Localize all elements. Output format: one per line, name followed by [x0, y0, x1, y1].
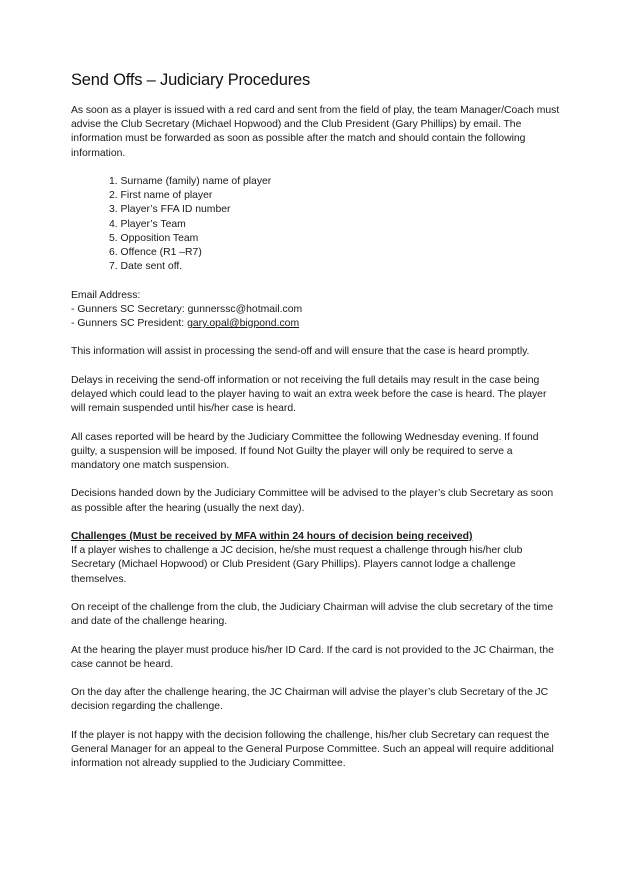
challenge-paragraph: If the player is not happy with the decision following the challenge, his/her club Secretary can request the General Manager for an appeal to the General Purpose Committee. Such an appeal will require additional information not already supplied to the Judiciary Committee.	[71, 729, 554, 770]
delays-paragraph: Delays in receiving the send-off information or not receiving the full details may result in the case being delayed which could lead to the player having to wait an extra week before the case is heard. The player will remain suspended until his/her case is heard.	[71, 374, 547, 415]
secretary-email-line	[71, 303, 561, 317]
list-item: 6. Offence (R1 –R7)	[109, 247, 202, 259]
intro-paragraph: As soon as a player is issued with a red card and sent from the field of play, the team Manager/Coach must advise the Club Secretary (Michael Hopwood) and the Club President (Gary Phillips) by email. The information must be forwarded as soon as possible after the match and should contain the following information.	[71, 105, 560, 159]
cases-paragraph: All cases reported will be heard by the Judiciary Committee the following Wednesday evening. If found guilty, a suspension will be imposed. If found Not Guilty the player will only be required to serve a mandatory one match suspension.	[71, 431, 539, 471]
secretary-prefix: - Gunners SC Secretary:	[71, 303, 188, 315]
challenges-heading: Challenges (Must be received by MFA within 24 hours of decision being received)	[71, 530, 473, 542]
president-email-link[interactable]: gary.opal@bigpond.com	[187, 318, 300, 330]
list-item: 7. Date sent off.	[109, 261, 183, 273]
list-item: 2. First name of player	[109, 190, 213, 202]
list-item: 4. Player’s Team	[109, 218, 186, 230]
challenge-paragraph: If a player wishes to challenge a JC decision, he/she must request a challenge through his/her club Secretary (Michael Hopwood) or Club President (Gary Phillips). Players cannot lodge a challenge themselves.	[71, 545, 523, 585]
document-page	[71, 70, 561, 786]
president-email-line	[71, 317, 561, 331]
list-item: 3. Player’s FFA ID number	[109, 204, 231, 216]
decisions-paragraph: Decisions handed down by the Judiciary Committee will be advised to the player’s club Secretary as soon as possible after the hearing (usually the next day).	[71, 488, 554, 514]
secretary-email: gunnerssc@hotmail.com	[187, 303, 303, 315]
list-item: 1. Surname (family) name of player	[109, 176, 272, 187]
challenge-paragraph: On receipt of the challenge from the club, the Judiciary Chairman will advise the club secretary of the time and date of the challenge hearing.	[71, 601, 554, 628]
challenge-paragraph: On the day after the challenge hearing, the JC Chairman will advise the player’s club Secretary of the JC decision regarding the challenge.	[71, 687, 549, 713]
required-info-list	[71, 175, 561, 274]
email-label: Email Address:	[71, 289, 141, 301]
email-address-block	[71, 289, 561, 332]
info-paragraph: This information will assist in processing the send-off and will ensure that the case is heard promptly.	[71, 346, 530, 358]
list-item: 5. Opposition Team	[109, 232, 199, 244]
president-prefix: - Gunners SC President:	[71, 318, 188, 330]
challenge-paragraph: At the hearing the player must produce his/her ID Card. If the card is not provided to the JC Chairman, the case cannot be heard.	[71, 644, 554, 670]
page-title: Send Offs – Judiciary Procedures	[71, 71, 311, 89]
